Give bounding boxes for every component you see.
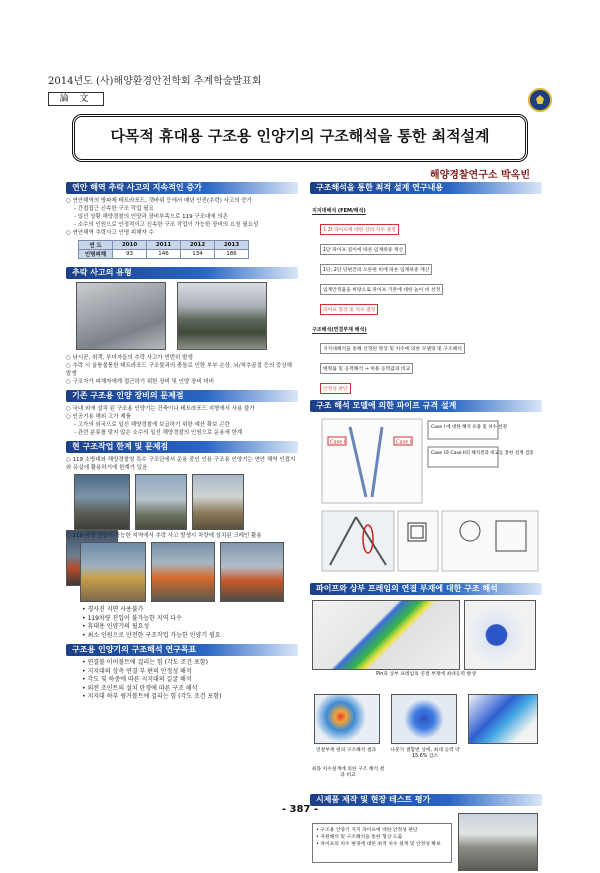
flow-box: 임계안정율을 바탕으로 파이프 기본에 대한 높이 비 선정 — [320, 284, 443, 295]
table-header-cell: 2011 — [147, 241, 181, 250]
list-item: • 휴대용 인양기의 필요성 — [82, 623, 150, 630]
rescue-photo — [192, 474, 244, 530]
section-heading: 구조용 인양기의 구조해석 연구목표 — [66, 644, 298, 656]
flow-box: 지지대해석을 통해 선정된 형상 및 치수에 의한 모델링 및 구조해석 — [320, 343, 465, 354]
section-heading: 현 구조작업 한계 및 문제점 — [66, 441, 298, 453]
page-number: - 387 - — [281, 804, 319, 815]
crane-photo — [151, 542, 215, 602]
section-heading: 구조 해석 모델에 의한 파이프 규격 설계 — [310, 400, 542, 412]
research-flowchart — [312, 197, 542, 395]
text-line: - 소수의 인원으로 안정적이고 신속한 구조 작업이 가능한 장비의 요청 필요성 — [74, 222, 259, 228]
crane-photo — [220, 542, 284, 602]
text-line: - 간접접근 신속한 구조 작업 필요 — [74, 206, 154, 212]
list-item: • 구조용 인양기 지지 파이프에 대한 안정성 판단 — [316, 828, 418, 833]
breakwater-photo — [177, 282, 267, 350]
list-item: • 경사진 지면 사용불가 — [82, 606, 144, 613]
rescue-photo — [74, 474, 130, 530]
flow-heading: 지지대해석 (FEM/해석) — [312, 208, 366, 214]
section-text — [66, 405, 298, 437]
photo-row — [66, 282, 298, 352]
section-text — [66, 532, 298, 540]
text-line: ○ 국내 외에 설치 된 구조용 인양기는 건축이나 테트라포드 지형에서 사용 불가 — [66, 406, 255, 412]
list-item: • 각도 및 하중에 따른 지지대의 길굴 해석 — [82, 676, 192, 683]
text-line: ○ 낚시꾼, 취객, 부녀자들의 추락 사고가 빈번히 발생 — [66, 355, 193, 361]
flow-box: 변형률 및 응력해석 → 허용 응력값과 비교 — [320, 363, 413, 374]
text-line: ○ 구조자가 피해자에게 접근하기 위한 장비 및 인양 장비 미비 — [66, 379, 215, 385]
flow-box: 1단, 2단 단편간의 오른편 비에 따른 임계하중 계산 — [320, 264, 432, 275]
section-heading: 추락 사고의 유형 — [66, 267, 298, 279]
note-text: Case I 에 대한 해석 유용 및 치수 선정 — [431, 425, 507, 430]
list-item: • 지지대 하부 윙거볼트에 걸리는 힘 (각도 조건 포함) — [82, 693, 222, 700]
conference-header: 2014년도 (사)해양환경안전학회 추계학술발표회 — [48, 76, 262, 87]
text-line: - 고가의 외국으로 일선 해양경찰에 보급하기 위한 예산 확보 곤란 — [74, 422, 230, 428]
fea-pin-image — [314, 694, 380, 744]
table-row-label: 인명피해 — [79, 250, 113, 259]
casualty-table — [78, 240, 249, 259]
bullet-list — [66, 659, 298, 702]
tetrapod-photo — [76, 282, 166, 350]
text-line: ○ 추락 시 울퉁불퉁한 테트라포드 구조물과의 충돌로 인한 부부 손상, 뇌/척추골절 등의 중상해 발생 — [66, 363, 292, 377]
text-line: - 관련 분류를 맞지 않은 소수의 일선 해양경찰의 인원으로 운용에 한계 — [74, 430, 243, 436]
caption-row — [310, 748, 542, 786]
text-line: ○ 연안해역 추락사고 인명 피해자 수 — [66, 230, 154, 236]
crane-photo — [80, 542, 146, 602]
flow-heading: 구조해석(연결부재 해석) — [312, 327, 367, 333]
list-item: • 자원해석 및 구조해석을 통한 형상 도출 — [316, 835, 403, 840]
coast-guard-emblem-icon — [528, 88, 552, 112]
bullet-list — [66, 606, 298, 640]
case2-label: Case II — [396, 439, 413, 446]
photo-row — [66, 474, 298, 532]
list-item: • 지지대의 상측 연결 부 편의 안정성 해석 — [82, 667, 192, 675]
fea-figure-row — [310, 694, 542, 748]
rescue-photo — [135, 474, 187, 530]
text-line: ○ 연안해역의 방파제 테트라포드, 갯바위 등에서 매년 안전(추락) 사고의 증가 — [66, 198, 252, 204]
paper-title: 다목적 휴대용 구조용 인양기의 구조해석을 통한 최적설계 — [110, 127, 490, 145]
list-item: • 최소 인원으로 안전한 구조작업 가능한 인양기 필요 — [82, 631, 221, 639]
table-cell: 134 — [181, 250, 215, 259]
table-cell: 186 — [215, 250, 249, 259]
flow-box: 1.2t 파이프에 대한 강의 지수 결정 — [320, 224, 399, 235]
article-type-tag: 論 文 — [48, 92, 104, 106]
section-text — [66, 354, 298, 386]
table-header-cell: 2012 — [181, 241, 215, 250]
list-item: • 파이프의 치수 변경에 대한 최적 치수 설계 및 안정성 확보 — [316, 842, 441, 847]
flow-box: 1단 파이프 길이에 따른 임계하중 계산 — [320, 244, 406, 255]
section-text — [66, 197, 298, 237]
table-header-cell: 연 도 — [79, 241, 113, 250]
note-box — [428, 447, 498, 467]
table-header-cell: 2013 — [215, 241, 249, 250]
note-box — [428, 421, 498, 439]
right-column — [310, 182, 542, 873]
list-item: • 외전 조인트의 설치 탄경에 따른 구조 해석 — [82, 684, 198, 692]
section-heading: 파이프와 상부 프레임의 연결 부재에 대한 구조 해석 — [310, 583, 542, 595]
fea-pin-image — [468, 694, 538, 744]
field-test-photo — [458, 813, 538, 871]
flow-box: 파이프 형상 및 치수 결정 — [320, 304, 378, 315]
title-box — [72, 114, 528, 162]
case1-label: Case I — [330, 439, 346, 446]
section-heading: 연안 해역 추락 사고의 지속적인 증가 — [66, 182, 298, 194]
fea-pin-image — [391, 694, 457, 744]
drawing-panel — [442, 511, 538, 571]
text-line: ○ 119 소방대와 해양경찰청 특수 구조단에서 운용 중인 인용 구조용 인양기는 연안 해역 인접지와 유실에 활용하기에 한계가 있음 — [66, 457, 296, 471]
list-item: • 119차량 진입이 불가능한 지역 다수 — [82, 614, 182, 622]
table-cell: 93 — [113, 250, 147, 259]
photo-row — [66, 542, 298, 604]
text-line: ○ 인공기용 해외 고가 제품 — [66, 414, 131, 420]
table-cell: 146 — [147, 250, 181, 259]
section-heading: 시제품 제작 및 현장 테스트 평가 — [310, 794, 542, 806]
prototype-row — [310, 809, 542, 873]
figure-caption: Pin과 상부 프레임의 연결 부재에 최대응력 발생 — [376, 672, 476, 677]
fea-result-image — [312, 600, 460, 670]
text-line: ○ 119 차량 진입이 가능한 지역에서 추락 사고 발생시 차량에 설치된 크레인 활용 — [66, 533, 262, 539]
section-text — [66, 456, 298, 472]
table-header-cell: 2010 — [113, 241, 147, 250]
left-column — [66, 182, 298, 702]
list-item: • 연결볼 이어볼트에 걸리는 힘 (각도 조건 포함) — [82, 659, 208, 666]
figure-caption: 나뭇가 결합번 상에, 최대 응력 약 15.6% 감소 — [390, 748, 460, 759]
prototype-notes — [312, 823, 452, 863]
fea-joint-image — [464, 600, 536, 670]
section-heading: 구조해석을 통한 최적 설계 연구내용 — [310, 182, 542, 194]
note-text: Case I과 Case II의 해석결과 비교를 통한 설계 검증 — [431, 451, 534, 456]
author: 해양경찰연구소 박옥빈 — [429, 170, 530, 181]
flow-box: 안정성 판단 — [320, 383, 351, 394]
section-heading: 기존 구조용 인양 장비의 문제점 — [66, 390, 298, 402]
figure-caption: 최종 치수설계에 의한 구조 해석 결과 비교 — [311, 767, 385, 778]
pipe-design-figure — [310, 415, 542, 575]
figure-caption: 연결부재 편의 구조해석 결과 — [315, 748, 377, 753]
fea-figure-row — [310, 598, 542, 672]
text-line: - 일선 상황 해양경찰의 인양과 장비부족으로 119 구조대에 의존 — [74, 214, 228, 220]
